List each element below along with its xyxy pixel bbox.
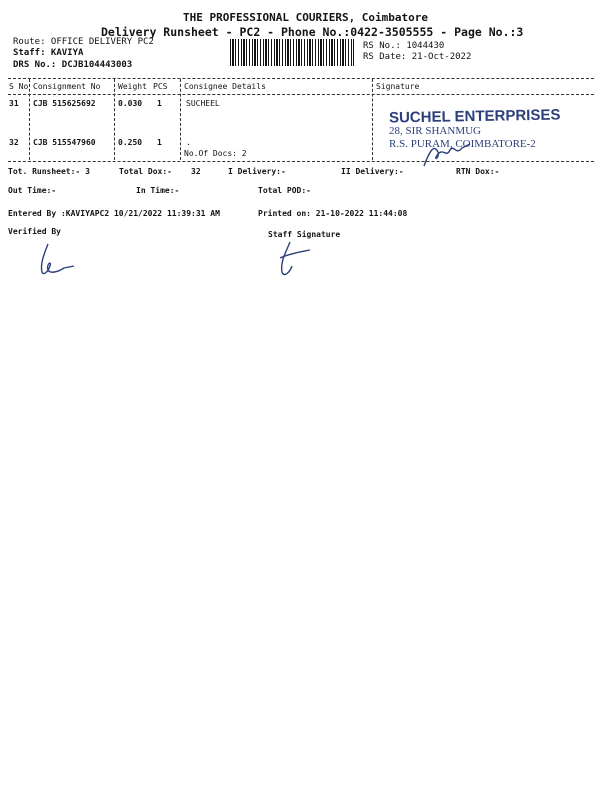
total-dox-label: Total Dox:- [119,167,172,176]
verifier-signature-mark [30,240,80,280]
row1-pcs: 1 [157,99,162,108]
col-separator [180,79,181,160]
rs-number: RS No.: 1044430 [363,41,445,51]
col-separator [372,79,373,160]
row2-sno: 32 [9,138,19,147]
col-separator [114,79,115,160]
row2-doc-count: No.Of Docs: 2 [184,149,247,158]
row1-consignment: CJB 515625692 [33,99,96,108]
table-bottom-rule [8,161,594,162]
table-top-rule [8,78,594,79]
row2-consignee: . [186,138,191,147]
route-label: Route: OFFICE DELIVERY PC2 [13,37,154,47]
stamp-address-1: 28, SIR SHANMUG [389,125,481,137]
receiver-signature-mark [418,140,474,170]
drs-value: DCJB104443003 [61,60,133,70]
stamp-address-2: R.S. PURAM, COIMBATORE-2 [389,138,536,150]
col-consignee: Consignee Details [184,82,266,91]
in-time: In Time:- [136,186,180,195]
total-dox-value: 32 [191,167,201,176]
rs-date: RS Date: 21-Oct-2022 [363,52,472,62]
row2-weight: 0.250 [118,138,143,147]
col-signature: Signature [376,82,420,91]
col-separator [29,79,30,160]
total-runsheet: Tot. Runsheet:- 3 [8,167,90,176]
entered-by: Entered By :KAVIYAPC2 10/21/2022 11:39:31 AM [8,209,220,218]
runsheet-subtitle: Delivery Runsheet - PC2 - Phone No.:0422-3505555 - Page No.:3 [101,25,524,39]
row1-consignee: SUCHEEL [186,99,220,108]
verified-by-label: Verified By [8,227,61,236]
staff-signature-label: Staff Signature [268,230,341,239]
rtn-dox: RTN Dox:- [456,167,500,176]
staff-label: Staff: KAVIYA [13,48,84,58]
row2-pcs: 1 [157,138,162,147]
row2-consignment: CJB 515547960 [33,138,96,147]
row1-weight: 0.030 [118,99,143,108]
printed-on: Printed on: 21-10-2022 11:44:08 [258,209,408,218]
table-header-rule [8,94,594,95]
drs-number [13,60,132,70]
col-consignment: Consignment No [33,82,101,91]
barcode [230,39,354,66]
row1-sno: 31 [9,99,19,108]
col-sno: S No [9,82,29,91]
staff-signature-mark [270,240,320,280]
col-pcs: PCS [153,82,168,91]
total-pod: Total POD:- [258,186,311,195]
drs-label: DRS No.: [13,60,62,70]
i-delivery: I Delivery:- [228,167,286,176]
company-title: THE PROFESSIONAL COURIERS, Coimbatore [183,11,429,24]
out-time: Out Time:- [8,186,57,195]
col-weight: Weight [118,82,147,91]
stamp-company: SUCHEL ENTERPRISES [388,106,561,127]
ii-delivery: II Delivery:- [341,167,404,176]
